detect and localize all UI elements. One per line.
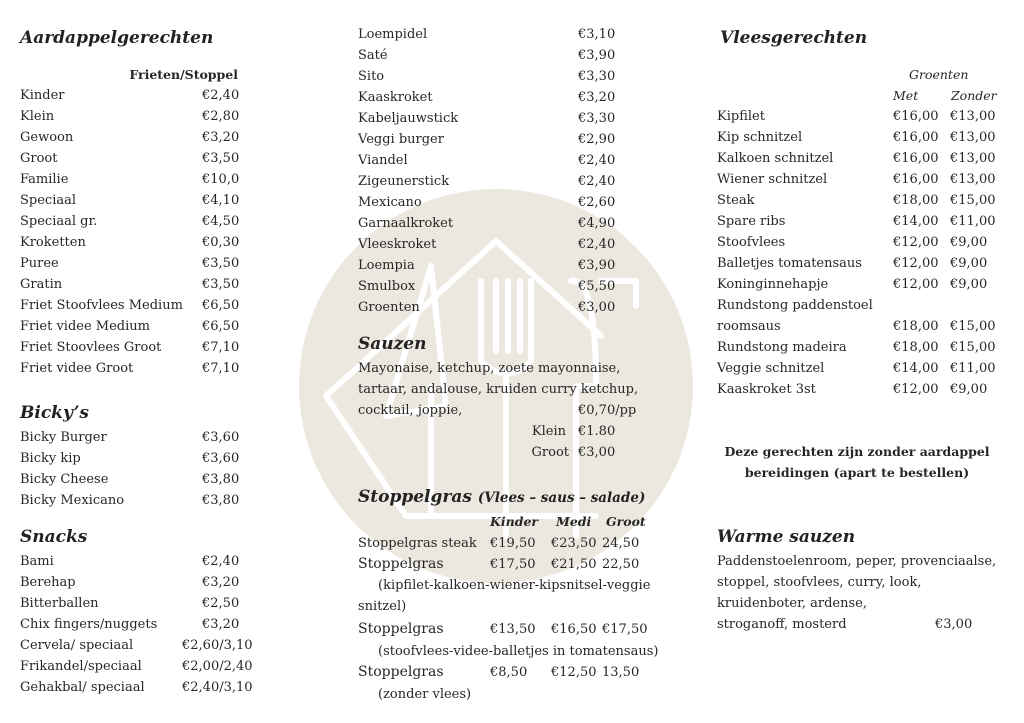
menu-item-name: Speciaal — [20, 193, 77, 208]
menu-item-name: Gewoon — [20, 130, 74, 145]
menu-item-price: €2,40 — [578, 237, 616, 252]
stoppelgras-price-groot: 22,50 — [602, 557, 640, 572]
menu-item-price-met: €14,00 — [893, 214, 939, 229]
sauzen-groot-label: Groot — [531, 445, 569, 460]
menu-item-name: Frikandel/speciaal — [20, 659, 142, 674]
vlees-title: Vleesgerechten — [720, 28, 868, 48]
menu-item-name: Klein — [20, 109, 55, 124]
menu-item-price: €2,40 — [578, 174, 616, 189]
menu-item-price-zonder: €15,00 — [950, 340, 996, 355]
vlees-zonder-header: Zonder — [951, 88, 997, 103]
col-groot: Groot — [606, 514, 646, 529]
menu-item-price: €4,90 — [578, 216, 616, 231]
menu-item-price: €3,20 — [202, 617, 240, 632]
menu-item-name: Balletjes tomatensaus — [717, 256, 862, 271]
menu-item-price-zonder: €11,00 — [950, 214, 996, 229]
aardappel-title: Aardappelgerechten — [20, 28, 214, 48]
menu-item-price: €2,90 — [578, 132, 616, 147]
menu-item-name: Kaaskroket 3st — [717, 382, 816, 397]
menu-item-name: Familie — [20, 172, 69, 187]
menu-item-price: €3,90 — [578, 48, 616, 63]
menu-item-price: €10,0 — [202, 172, 240, 187]
menu-item-name: Friet Stoofvlees Medium — [20, 298, 183, 313]
menu-item-name: Kroketten — [20, 235, 86, 250]
stoppelgras-price-groot: €17,50 — [602, 622, 648, 637]
col-medi: Medi — [556, 514, 592, 529]
vlees-groenten-header: Groenten — [909, 67, 969, 82]
sauzen-line: cocktail, joppie, — [358, 403, 463, 418]
menu-item-name: Koninginnehapje — [717, 277, 829, 292]
menu-item-price: €6,50 — [202, 298, 240, 313]
menu-item-name: Garnaalkroket — [358, 216, 454, 231]
menu-item-price: €3,90 — [578, 258, 616, 273]
menu-item-price: €3,80 — [202, 493, 240, 508]
menu-item-name: Kabeljauwstick — [358, 111, 459, 126]
menu-item-name: Sito — [358, 69, 385, 84]
menu-item-price-met: €12,00 — [893, 256, 939, 271]
menu-item-price-met: €18,00 — [893, 340, 939, 355]
menu-item-price: €3,50 — [202, 151, 240, 166]
menu-item-price-zonder: €13,00 — [950, 109, 996, 124]
menu-item-name: Chix fingers/nuggets — [20, 617, 158, 632]
menu-item-price: €3,20 — [202, 575, 240, 590]
stoppelgras-note: (zonder vlees) — [378, 687, 472, 702]
menu-item-price: €3,50 — [202, 256, 240, 271]
sauzen-groot-price: €3,00 — [578, 445, 616, 460]
menu-item-name: Groenten — [358, 300, 420, 315]
sauzen-title: Sauzen — [358, 334, 427, 354]
menu-item-name: Steak — [717, 193, 755, 208]
menu-item-price: €0,30 — [202, 235, 240, 250]
menu-item-price: €2,40/3,10 — [182, 680, 253, 695]
menu-item-name: Groot — [20, 151, 58, 166]
bicky-title: Bicky’s — [20, 403, 89, 423]
menu-item-price: €4,50 — [202, 214, 240, 229]
menu-item-name: Bicky Cheese — [20, 472, 109, 487]
menu-item-price: €2,80 — [202, 109, 240, 124]
stoppelgras-price-kinder: €17,50 — [490, 557, 536, 572]
menu-item-price: €2,00/2,40 — [182, 659, 253, 674]
menu-item-name: Zigeunerstick — [358, 174, 450, 189]
menu-item-price-met: €12,00 — [893, 277, 939, 292]
stoppelgras-price-medi: €23,50 — [551, 536, 597, 551]
menu-item-price-zonder: €11,00 — [950, 361, 996, 376]
menu-item-name: Friet videe Medium — [20, 319, 150, 334]
menu-item-name: Friet Stoovlees Groot — [20, 340, 162, 355]
menu-item-name: Rundstong madeira — [717, 340, 847, 355]
menu-item-price: €2,40 — [578, 153, 616, 168]
menu-item-name: Mexicano — [358, 195, 422, 210]
stoppelgras-subtitle: (Vlees – saus – salade) — [477, 490, 646, 506]
menu-item-price-zonder: €13,00 — [950, 130, 996, 145]
menu-item-name: Gratin — [20, 277, 63, 292]
snacks-title: Snacks — [20, 527, 88, 547]
menu-item-name: Veggie schnitzel — [717, 361, 825, 376]
menu-item-price: €2,60/3,10 — [182, 638, 253, 653]
menu-item-name: Puree — [20, 256, 59, 271]
stoppelgras-price-kinder: €13,50 — [490, 622, 536, 637]
menu-item-name: Kaaskroket — [358, 90, 433, 105]
menu-item-price-met: €12,00 — [893, 235, 939, 250]
menu-item-price: €2,40 — [202, 88, 240, 103]
menu-item-price-zonder: €15,00 — [950, 319, 996, 334]
aardappel-subheader: Frieten/Stoppel — [129, 67, 238, 82]
menu-item-price-zonder: €9,00 — [950, 235, 988, 250]
menu-item-price: €3,10 — [578, 27, 616, 42]
menu-item-name: Bicky Mexicano — [20, 493, 125, 508]
vlees-note-line2: bereidingen (apart te bestellen) — [744, 465, 970, 480]
warme-price: €3,00 — [935, 617, 973, 632]
menu-item-price-met: €16,00 — [893, 130, 939, 145]
menu-item-price: €2,60 — [578, 195, 616, 210]
menu-item-price: €3,20 — [578, 90, 616, 105]
menu-item-price: €7,10 — [202, 361, 240, 376]
stoppelgras-title — [358, 485, 645, 510]
menu-item-price-met: €16,00 — [893, 151, 939, 166]
warme-line: Paddenstoelenroom, peper, provenciaalse, — [717, 554, 997, 569]
warme-line: stoppel, stoofvlees, curry, look, — [717, 575, 922, 590]
warme-title: Warme sauzen — [717, 527, 856, 547]
menu-item-price-zonder: €13,00 — [950, 172, 996, 187]
menu-item-name: Kip schnitzel — [717, 130, 803, 145]
menu-item-name: Loempia — [358, 258, 415, 273]
menu-item-price-met: €18,00 — [893, 319, 939, 334]
warme-line: stroganoff, mosterd — [717, 617, 847, 632]
menu-item-name: Speciaal gr. — [20, 214, 98, 229]
menu-item-name: Loempidel — [358, 27, 428, 42]
menu-item-price-zonder: €15,00 — [950, 193, 996, 208]
stoppelgras-price-groot: 24,50 — [602, 536, 640, 551]
stoppelgras-price-kinder: €8,50 — [490, 665, 528, 680]
stoppelgras-price-medi: €16,50 — [551, 622, 597, 637]
menu-item-price: €5,50 — [578, 279, 616, 294]
menu-item-name: Smulbox — [358, 279, 416, 294]
stoppelgras-price-medi: €21,50 — [551, 557, 597, 572]
sauzen-line: Mayonaise, ketchup, zoete mayonnaise, — [358, 361, 621, 376]
menu-item-price: €6,50 — [202, 319, 240, 334]
sauzen-klein-label: Klein — [531, 424, 566, 439]
stoppelgras-name: Stoppelgras — [358, 664, 444, 680]
menu-item-name: Saté — [358, 48, 388, 63]
stoppelgras-price-medi: €12,50 — [551, 665, 597, 680]
menu-item-price: €4,10 — [202, 193, 240, 208]
menu-item-name: Bitterballen — [20, 596, 99, 611]
stoppelgras-name: Stoppelgras steak — [358, 536, 477, 551]
menu-item-name: Bicky kip — [20, 451, 81, 466]
menu-item-price-met: €18,00 — [893, 193, 939, 208]
menu-item-price: €3,30 — [578, 69, 616, 84]
menu-item-name: Kipfilet — [717, 109, 765, 124]
menu-item-name: Rundstong paddenstoel — [717, 298, 873, 313]
stoppelgras-price-kinder: €19,50 — [490, 536, 536, 551]
menu-item-price: €2,40 — [202, 554, 240, 569]
menu-item-price: €3,20 — [202, 130, 240, 145]
menu-item-price: €3,80 — [202, 472, 240, 487]
menu-item-name: Friet videe Groot — [20, 361, 134, 376]
stoppelgras-price-groot: 13,50 — [602, 665, 640, 680]
menu-item-name: Berehap — [20, 575, 76, 590]
stoppelgras-note-cont: snitzel) — [358, 599, 407, 614]
sauzen-price-pp: €0,70/pp — [578, 403, 637, 418]
col-kinder: Kinder — [490, 514, 538, 529]
menu-item-name: Wiener schnitzel — [717, 172, 828, 187]
menu-item-price: €7,10 — [202, 340, 240, 355]
menu-item-name: Stoofvlees — [717, 235, 786, 250]
menu-item-price-met: €16,00 — [893, 109, 939, 124]
menu-item-price-zonder: €9,00 — [950, 277, 988, 292]
menu-item-price: €3,00 — [578, 300, 616, 315]
menu-item-price-zonder: €13,00 — [950, 151, 996, 166]
menu-item-name: Vleeskroket — [358, 237, 437, 252]
vlees-note-line1: Deze gerechten zijn zonder aardappel — [724, 444, 990, 459]
menu-item-price: €3,50 — [202, 277, 240, 292]
stoppelgras-name: Stoppelgras — [358, 621, 444, 637]
menu-item-name: Bami — [20, 554, 54, 569]
sauzen-line: tartaar, andalouse, kruiden curry ketchup, — [358, 382, 639, 397]
sauzen-klein-price: €1.80 — [578, 424, 616, 439]
menu-item-price: €3,30 — [578, 111, 616, 126]
warme-line: kruidenboter, ardense, — [717, 596, 867, 611]
stoppelgras-note: (stoofvlees-videe-balletjes in tomatensaus) — [378, 644, 659, 659]
vlees-met-header: Met — [893, 88, 919, 103]
menu-item-name: Spare ribs — [717, 214, 786, 229]
menu-item-price-zonder: €9,00 — [950, 382, 988, 397]
menu-item-name: Veggi burger — [358, 132, 444, 147]
menu-item-price-met: €12,00 — [893, 382, 939, 397]
menu-item-price-met: €14,00 — [893, 361, 939, 376]
menu-item-name: Gehakbal/ speciaal — [20, 680, 145, 695]
stoppelgras-title-text: Stoppelgras — [358, 487, 472, 507]
menu-item-name: Kinder — [20, 88, 65, 103]
menu-item-price-zonder: €9,00 — [950, 256, 988, 271]
menu-item-price-met: €16,00 — [893, 172, 939, 187]
menu-item-price: €3,60 — [202, 430, 240, 445]
menu-item-price: €2,50 — [202, 596, 240, 611]
menu-item-name: Bicky Burger — [20, 430, 107, 445]
menu-item-name: Cervela/ speciaal — [20, 638, 134, 653]
menu-item-name: Viandel — [358, 153, 408, 168]
menu-item-name: roomsaus — [717, 319, 781, 334]
menu-item-price: €3,60 — [202, 451, 240, 466]
menu-item-name: Kalkoen schnitzel — [717, 151, 834, 166]
stoppelgras-note: (kipfilet-kalkoen-wiener-kipsnitsel-veggie — [378, 578, 651, 593]
stoppelgras-name: Stoppelgras — [358, 556, 444, 572]
